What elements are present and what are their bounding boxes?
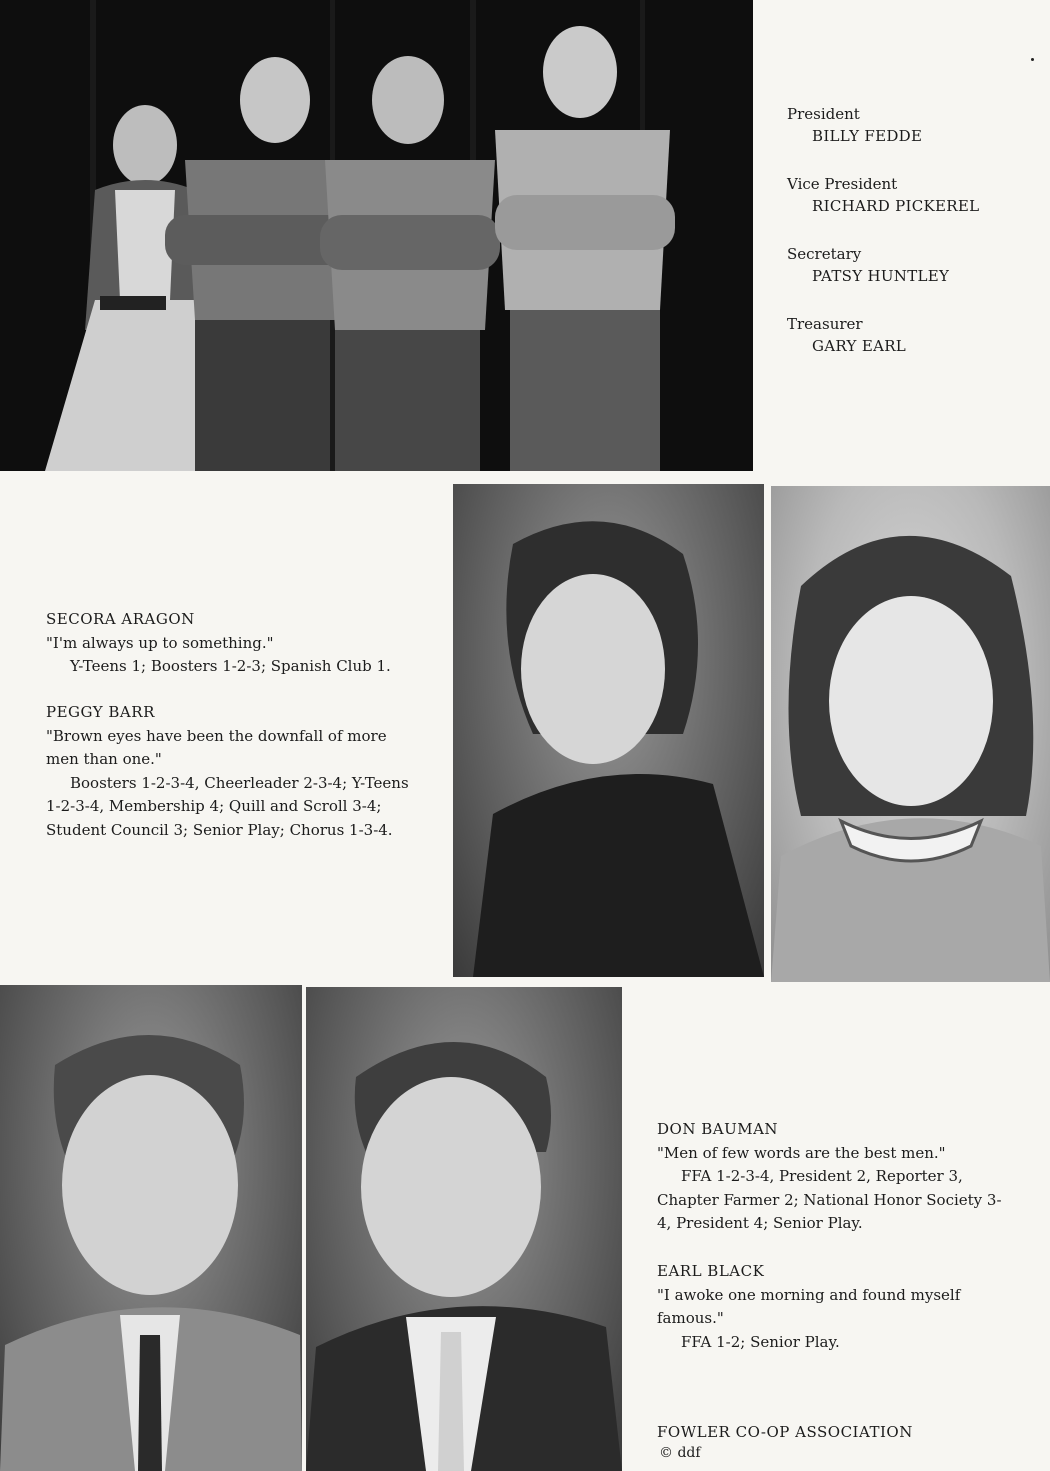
senior-bio-aragon (46, 608, 426, 679)
officer-name: GARY EARL (812, 337, 907, 355)
senior-quote: "Men of few words are the best men." (657, 1143, 946, 1162)
senior-bio-bauman (657, 1118, 1012, 1236)
portrait-earl-black (306, 987, 622, 1471)
senior-name: EARL BLACK (657, 1262, 765, 1280)
officer-entry (787, 313, 1037, 357)
portrait-don-bauman (0, 985, 302, 1471)
class-officers-group-photo (0, 0, 753, 471)
officer-role: Secretary (787, 245, 862, 263)
officer-role: Vice President (787, 175, 898, 193)
senior-activities: FFA 1-2-3-4, President 2, Reporter 3, Chapter Farmer 2; National Honor Society 3-4, President 4; Senior Play. (657, 1167, 1002, 1232)
senior-activities: Boosters 1-2-3-4, Cheerleader 2-3-4; Y-Teens 1-2-3-4, Membership 4; Quill and Scroll 3-4; Student Council 3; Senior Play; Chorus 1-3-4. (46, 773, 409, 839)
senior-name: DON BAUMAN (657, 1120, 779, 1138)
senior-quote: "I awoke one morning and found myself famous." (657, 1285, 961, 1327)
sponsor-credit: FOWLER CO-OP ASSOCIATION (657, 1423, 913, 1441)
officer-name: RICHARD PICKEREL (812, 197, 980, 215)
portrait-peggy-barr (771, 486, 1050, 982)
officer-name: PATSY HUNTLEY (812, 267, 950, 285)
officer-list (787, 103, 1037, 383)
officer-entry (787, 243, 1037, 287)
senior-quote: "Brown eyes have been the downfall of more men than one." (46, 726, 387, 768)
senior-quote: "I'm always up to something." (46, 633, 274, 652)
senior-name: SECORA ARAGON (46, 610, 195, 628)
senior-activities: FFA 1-2; Senior Play. (681, 1332, 840, 1351)
officer-entry (787, 103, 1037, 147)
portrait-secora-aragon (453, 484, 764, 977)
senior-bio-barr (46, 701, 416, 842)
officer-name: BILLY FEDDE (812, 127, 923, 145)
print-speck (1031, 58, 1034, 61)
copyright-notice: © ddf (659, 1445, 701, 1461)
senior-bio-black (657, 1260, 1012, 1354)
officer-role: President (787, 105, 860, 123)
senior-name: PEGGY BARR (46, 703, 155, 721)
officer-entry (787, 173, 1037, 217)
senior-activities: Y-Teens 1; Boosters 1-2-3; Spanish Club 1. (70, 657, 391, 675)
officer-role: Treasurer (787, 315, 863, 333)
